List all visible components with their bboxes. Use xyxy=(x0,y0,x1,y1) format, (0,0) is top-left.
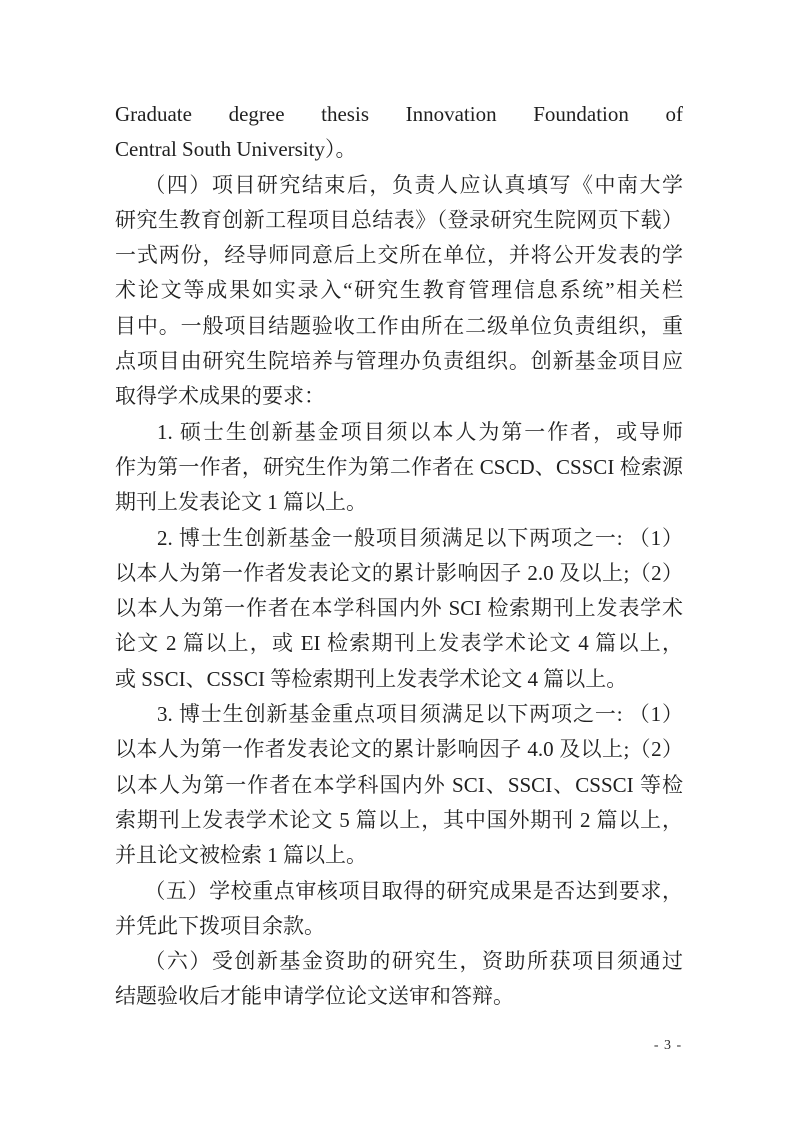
document-line: （六）受创新基金资助的研究生，资助所获项目须通过 xyxy=(144,949,683,974)
document-line: 1. 硕士生创新基金项目须以本人为第一作者，或导师 xyxy=(157,419,683,444)
document-line: 以本人为第一作者发表论文的累计影响因子 4.0 及以上;（2） xyxy=(115,737,683,762)
document-line: 以本人为第一作者在本学科国内外 SCI 检索期刊上发表学术 xyxy=(115,596,683,621)
document-line: 3. 博士生创新基金重点项目须满足以下两项之一: （1） xyxy=(157,702,683,727)
document-line: 2. 博士生创新基金一般项目须满足以下两项之一: （1） xyxy=(157,525,683,550)
document-line: 或 SSCI、CSSCI 等检索期刊上发表学术论文 4 篇以上。 xyxy=(115,666,628,691)
document-line: Graduate degree thesis Innovation Foundation of xyxy=(115,102,683,126)
document-line: 并凭此下拨项目余款。 xyxy=(115,913,325,938)
document-line: 索期刊上发表学术论文 5 篇以上，其中国外期刊 2 篇以上， xyxy=(115,807,683,832)
document-line: 术论文等成果如实录入“研究生教育管理信息系统”相关栏 xyxy=(115,278,683,303)
document-line: 点项目由研究生院培养与管理办负责组织。创新基金项目应 xyxy=(115,349,683,374)
document-line: 作为第一作者，研究生作为第二作者在 CSCD、CSSCI 检索源 xyxy=(115,454,683,479)
document-line: 研究生教育创新工程项目总结表》（登录研究生院网页下载） xyxy=(115,207,683,232)
document-line: 结题验收后才能申请学位论文送审和答辩。 xyxy=(115,984,514,1009)
document-line: （四）项目研究结束后，负责人应认真填写《中南大学 xyxy=(144,172,683,197)
document-line: 以本人为第一作者在本学科国内外 SCI、SSCI、CSSCI 等检 xyxy=(115,772,683,797)
document-body xyxy=(115,97,683,1015)
document-line: 论文 2 篇以上，或 EI 检索期刊上发表学术论文 4 篇以上， xyxy=(115,631,683,656)
document-line: 以本人为第一作者发表论文的累计影响因子 2.0 及以上;（2） xyxy=(115,560,683,585)
page-number: - 3 - xyxy=(653,1038,683,1053)
document-line: 一式两份，经导师同意后上交所在单位，并将公开发表的学 xyxy=(115,243,683,268)
document-line: 取得学术成果的要求： xyxy=(115,384,325,409)
document-line: 目中。一般项目结题验收工作由所在二级单位负责组织，重 xyxy=(115,313,683,338)
document-line: 并且论文被检索 1 篇以上。 xyxy=(115,843,367,868)
document-line: Central South University）。 xyxy=(115,137,357,162)
document-line: （五）学校重点审核项目取得的研究成果是否达到要求， xyxy=(144,878,683,903)
document-line: 期刊上发表论文 1 篇以上。 xyxy=(115,490,367,515)
